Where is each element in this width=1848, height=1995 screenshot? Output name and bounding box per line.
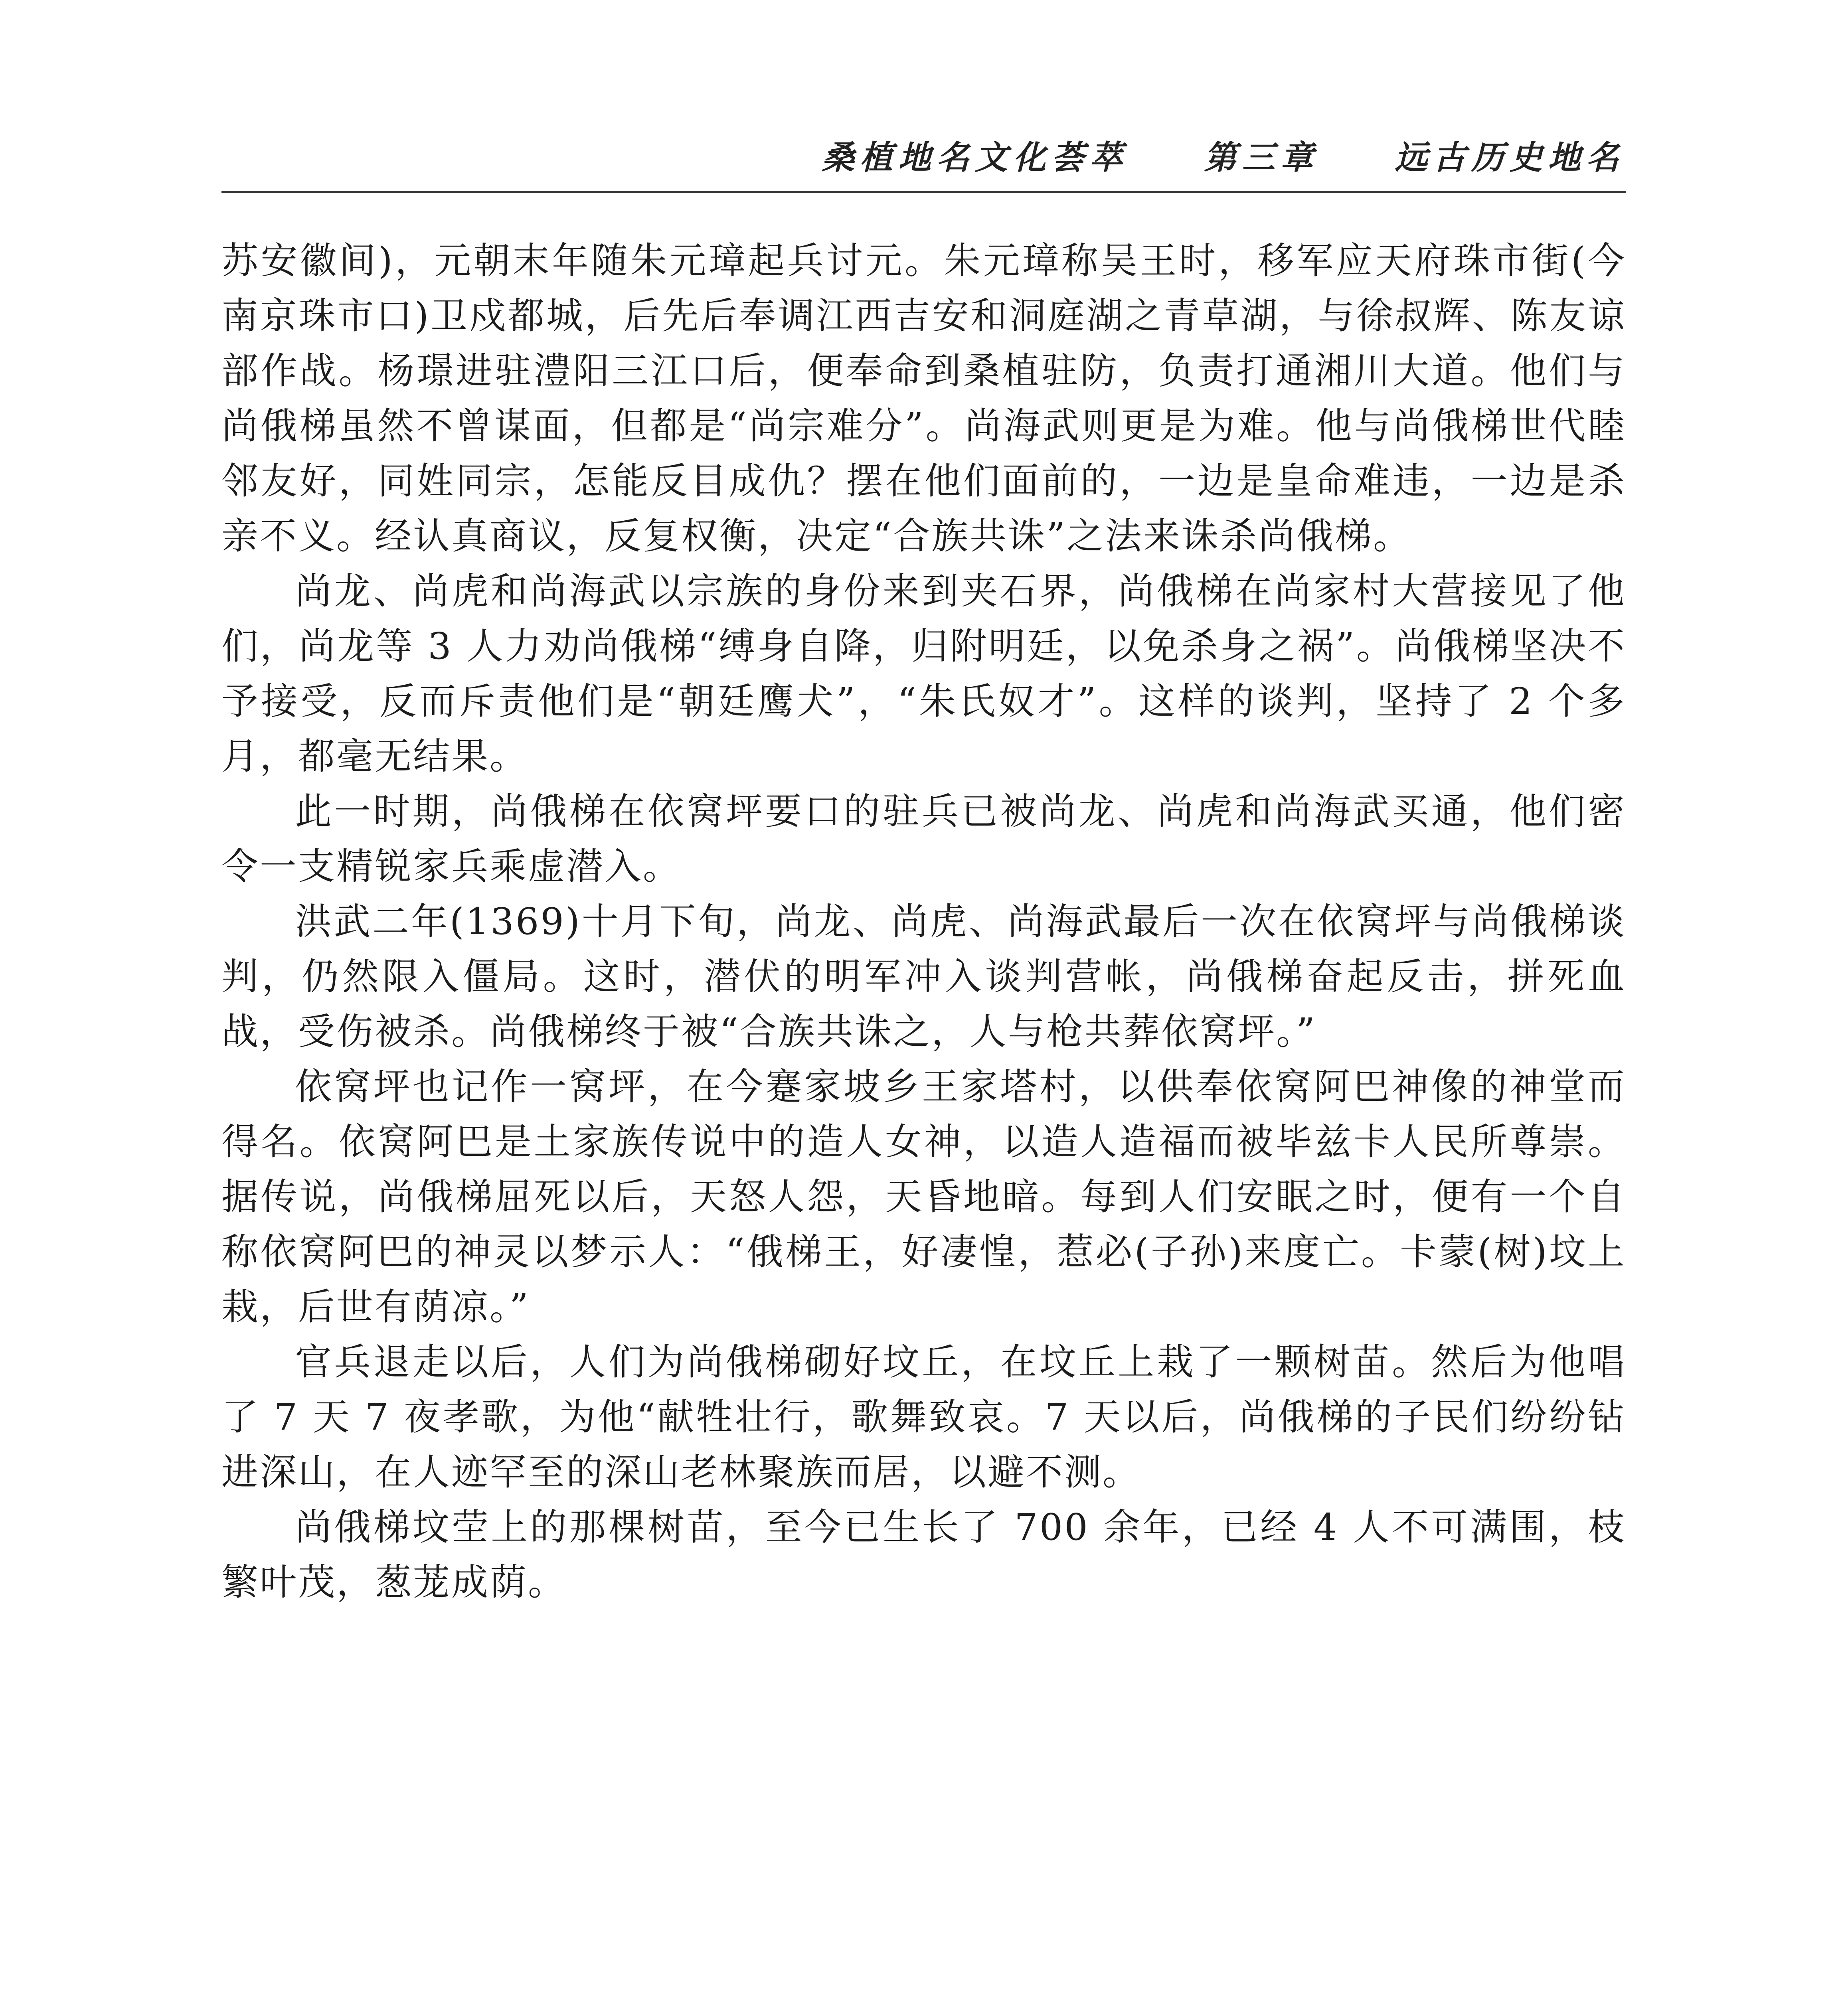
body-text xyxy=(221,233,1626,1610)
header-rule xyxy=(221,191,1626,193)
paragraph: 尚俄梯坟茔上的那棵树苗，至今已生长了 700 余年，已经 4 人不可满围，枝繁叶茂，葱茏成荫。 xyxy=(221,1506,1626,1604)
book-title: 桑植地名文化荟萃 xyxy=(822,138,1128,177)
paragraph: 洪武二年(1369)十月下旬，尚龙、尚虎、尚海武最后一次在依窝坪与尚俄梯谈判，仍然限入僵局。这时，潜伏的明军冲入谈判营帐，尚俄梯奋起反击，拼死血战，受伤被杀。尚俄梯终于被“合族共诛之，人与枪共葬依窝坪。” xyxy=(221,900,1626,1053)
chapter-title: 远古历史地名 xyxy=(1395,138,1625,177)
paragraph: 依窝坪也记作一窝坪，在今蹇家坡乡王家塔村，以供奉依窝阿巴神像的神堂而得名。依窝阿巴是土家族传说中的造人女神，以造人造福而被毕兹卡人民所尊崇。据传说，尚俄梯屈死以后，天怒人怨，天昏地暗。每到人们安眠之时，便有一个自称依窝阿巴的神灵以梦示人：“俄梯王，好凄惶，惹必(子孙)来度亡。卡蒙(树)坟上栽，后世有荫凉。” xyxy=(221,1065,1626,1328)
paragraph: 苏安徽间)，元朝末年随朱元璋起兵讨元。朱元璋称吴王时，移军应天府珠市街(今南京珠市口)卫戍都城，后先后奉调江西吉安和洞庭湖之青草湖，与徐叔辉、陈友谅部作战。杨璟进驻澧阳三江口后，便奉命到桑植驻防，负责打通湘川大道。他们与尚俄梯虽然不曾谋面，但都是“尚宗难分”。尚海武则更是为难。他与尚俄梯世代睦邻友好，同姓同宗，怎能反目成仇？摆在他们面前的，一边是皇命难违，一边是杀亲不义。经认真商议，反复权衡，决定“合族共诛”之法来诛杀尚俄梯。 xyxy=(221,239,1626,557)
running-header xyxy=(822,132,1625,178)
paragraph: 此一时期，尚俄梯在依窝坪要口的驻兵已被尚龙、尚虎和尚海武买通，他们密令一支精锐家兵乘虚潜入。 xyxy=(221,790,1626,888)
chapter-number: 第三章 xyxy=(1204,138,1319,177)
paragraph: 尚龙、尚虎和尚海武以宗族的身份来到夹石界，尚俄梯在尚家村大营接见了他们，尚龙等 3 人力劝尚俄梯“缚身自降，归附明廷，以免杀身之祸”。尚俄梯坚决不予接受，反而斥责他们是“朝廷鹰犬”，“朱氏奴才”。这样的谈判，坚持了 2 个多月，都毫无结果。 xyxy=(221,570,1626,778)
paragraph: 官兵退走以后，人们为尚俄梯砌好坟丘，在坟丘上栽了一颗树苗。然后为他唱了 7 天 7 夜孝歌，为他“献牲壮行，歌舞致哀。7 天以后，尚俄梯的子民们纷纷钻进深山，在人迹罕至的深山老林聚族而居，以避不测。 xyxy=(221,1341,1626,1493)
